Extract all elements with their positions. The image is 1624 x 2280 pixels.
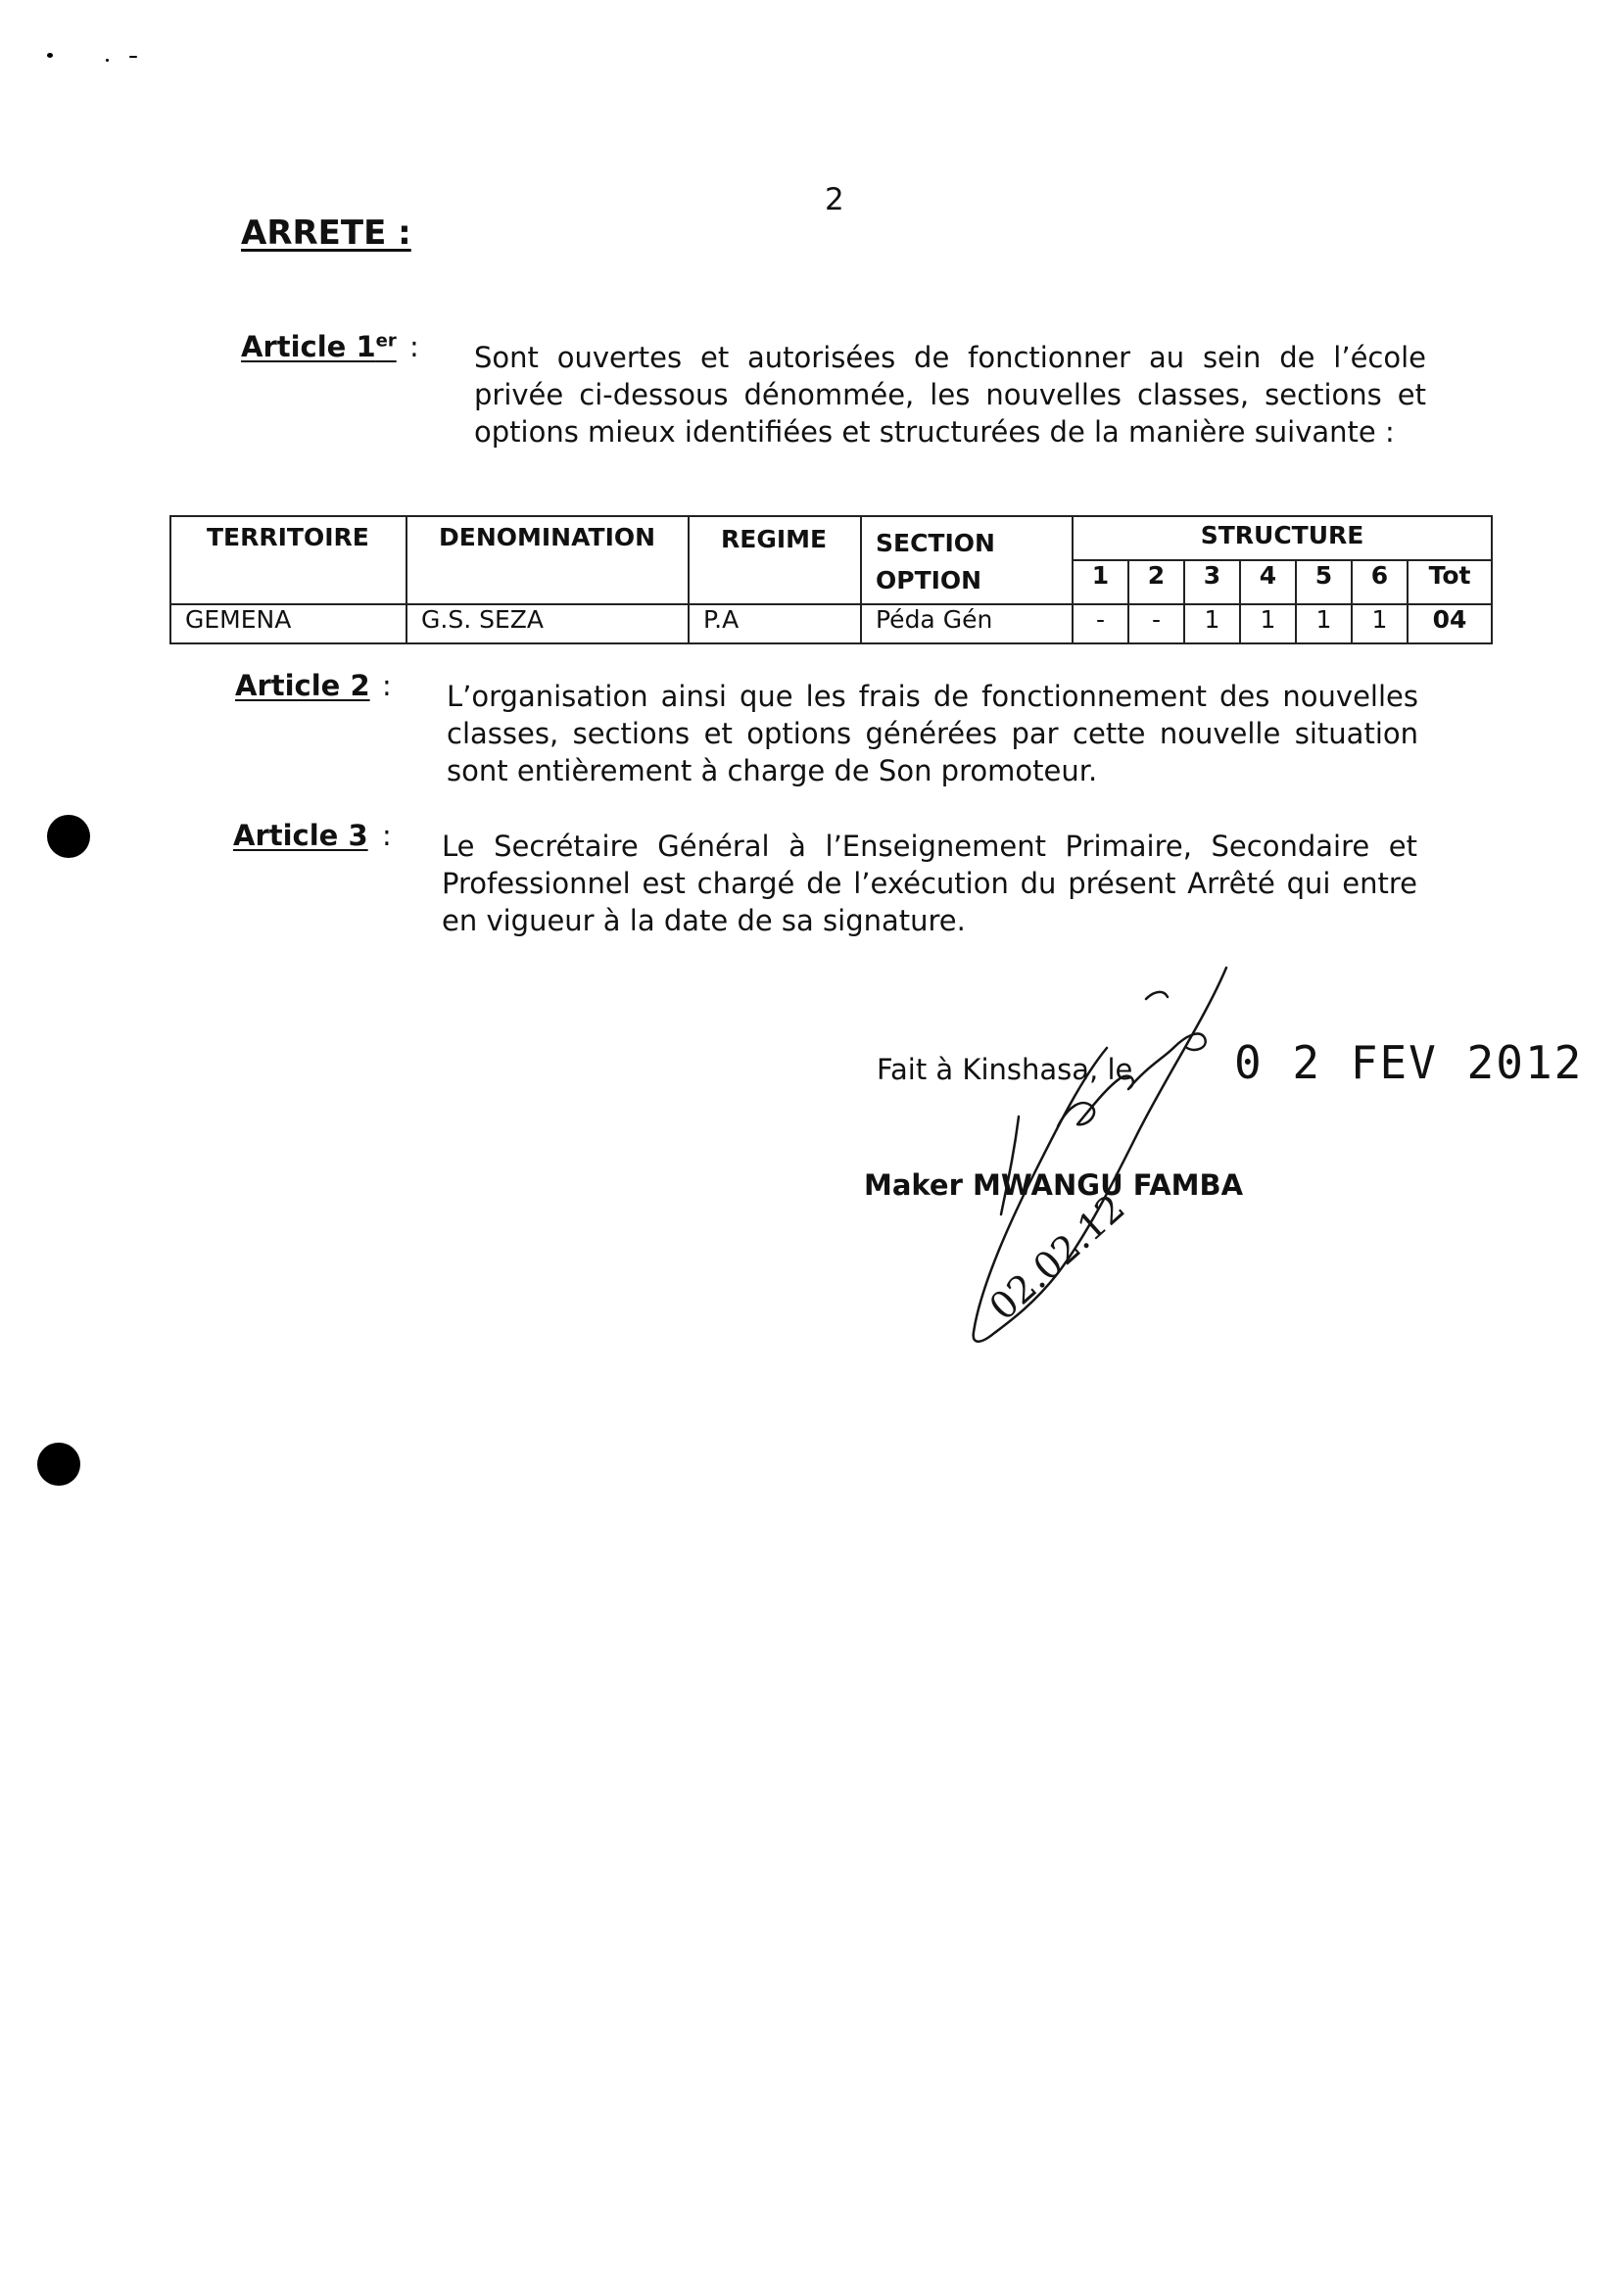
cell-denomination: G.S. SEZA	[406, 604, 689, 643]
scan-speck	[106, 59, 109, 62]
article-2-text: L’organisation ainsi que les frais de fonctionnement des nouvelles classes, sections et options générées par cette nouvelle situation sont entièrement à charge de Son promoteur.	[447, 680, 1418, 787]
article-2-label	[235, 669, 370, 702]
header-structure: STRUCTURE	[1073, 516, 1492, 560]
punch-hole-mark-top	[47, 815, 90, 858]
article-2-colon: :	[382, 669, 392, 702]
punch-hole-mark-bottom	[37, 1443, 80, 1486]
scan-speck	[129, 56, 137, 58]
article-1-label-text	[241, 330, 397, 363]
header-section-option: SECTION OPTION	[861, 516, 1073, 604]
table-row	[170, 604, 1492, 643]
cell-structure-3: 1	[1184, 604, 1240, 643]
header-structure-col-1: 1	[1073, 560, 1128, 604]
signer-name: Maker MWANGU FAMBA	[864, 1168, 1244, 1202]
page-number: 2	[825, 182, 844, 217]
article-3-label	[233, 819, 368, 852]
cell-structure-2: -	[1128, 604, 1184, 643]
article-3-label-text: Article 3	[233, 819, 368, 852]
header-territoire: TERRITOIRE	[170, 516, 406, 604]
article-1-colon: :	[409, 330, 419, 363]
article-1-text: Sont ouvertes et autorisées de fonctionner au sein de l’école privée ci-dessous dénommée, les nouvelles classes, sections et options mieux identifiées et structurées de la manière suivante :	[474, 341, 1426, 449]
cell-territoire: GEMENA	[170, 604, 406, 643]
place-date: Fait à Kinshasa, le	[877, 1053, 1133, 1086]
signature-handwritten-date: 02.02.12	[980, 1185, 1133, 1329]
scan-speck	[47, 53, 53, 58]
article-3-text: Le Secrétaire Général à l’Enseignement Primaire, Secondaire et Professionnel est chargé de l’exécution du présent Arrêté qui entre en vigueur à la date de sa signature.	[442, 830, 1417, 937]
article-1-superscript: er	[375, 330, 397, 352]
cell-section-option: Péda Gén	[861, 604, 1073, 643]
article-1-label	[241, 330, 397, 363]
structure-table	[169, 515, 1493, 644]
header-structure-col-4: 4	[1240, 560, 1296, 604]
header-structure-col-5: 5	[1296, 560, 1352, 604]
header-regime: REGIME	[689, 516, 861, 604]
header-structure-col-3: 3	[1184, 560, 1240, 604]
decree-heading: ARRETE :	[241, 214, 411, 253]
header-denomination: DENOMINATION	[406, 516, 689, 604]
cell-regime: P.A	[689, 604, 861, 643]
handwritten-signature	[911, 960, 1244, 1371]
cell-structure-5: 1	[1296, 604, 1352, 643]
cell-structure-6: 1	[1352, 604, 1408, 643]
article-3-colon: :	[382, 819, 392, 852]
header-structure-col-6: 6	[1352, 560, 1408, 604]
article-1-number: Article 1	[241, 330, 376, 363]
cell-structure-1: -	[1073, 604, 1128, 643]
date-stamp: 0 2 FEV 2012	[1234, 1036, 1584, 1089]
cell-structure-4: 1	[1240, 604, 1296, 643]
header-structure-col-tot: Tot	[1408, 560, 1492, 604]
header-structure-col-2: 2	[1128, 560, 1184, 604]
article-2-label-text: Article 2	[235, 669, 370, 702]
cell-structure-tot: 04	[1408, 604, 1492, 643]
